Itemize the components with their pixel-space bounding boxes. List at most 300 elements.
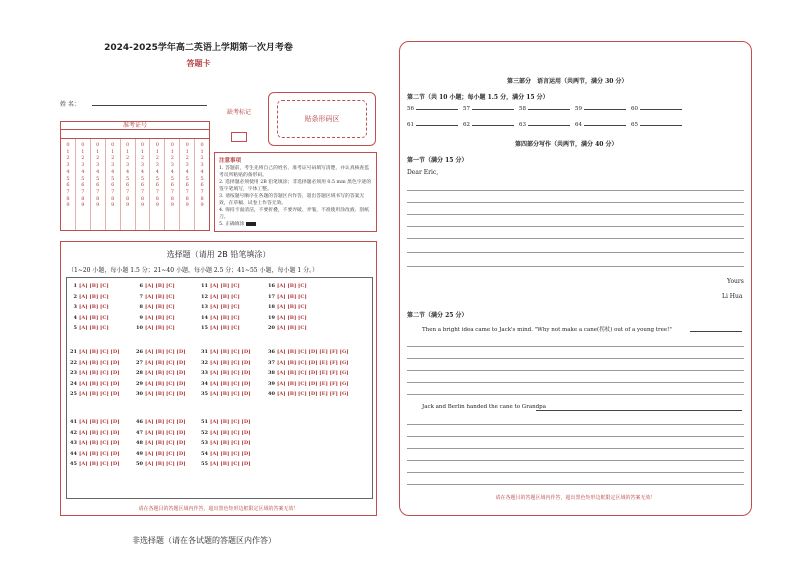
exam-digit-bubble[interactable]: 7 <box>185 188 189 195</box>
blank-line[interactable] <box>528 125 570 126</box>
question-row[interactable] <box>133 430 186 436</box>
part4-title: 第四部分写作（共两节，满分 40 分） <box>515 141 618 148</box>
exam-digit-bubble[interactable]: 8 <box>96 195 100 202</box>
writing-line[interactable] <box>407 472 744 473</box>
question-row[interactable] <box>67 430 120 436</box>
paragraph1-line[interactable] <box>690 331 742 332</box>
blank-field[interactable] <box>631 122 682 128</box>
exam-digit-bubble[interactable]: 2 <box>81 155 85 162</box>
exam-digit-bubble[interactable]: 3 <box>111 162 115 169</box>
question-number: 16 <box>268 283 275 289</box>
question-number: 7 <box>139 293 143 300</box>
question-number: 32 <box>201 359 208 366</box>
exam-digit-bubble[interactable]: 3 <box>155 162 159 169</box>
exam-digit-bubble[interactable]: 0 <box>66 142 70 148</box>
answer-options[interactable]: [A] [B] [C] [D] <box>145 349 186 355</box>
exam-digit-bubble[interactable]: 1 <box>200 148 204 155</box>
question-number: 42 <box>70 429 77 436</box>
question-row[interactable] <box>265 360 349 366</box>
exam-digit-bubble[interactable]: 0 <box>125 142 130 148</box>
exam-digit-bubble[interactable]: 5 <box>81 175 85 182</box>
answer-options[interactable]: [A] [B] [C] [D] <box>210 370 251 376</box>
exam-digit-bubble[interactable]: 2 <box>125 155 130 162</box>
question-row[interactable] <box>67 283 109 289</box>
answer-options[interactable]: [A] [B] [C] <box>145 293 175 300</box>
answer-options[interactable]: [A] [B] [C] [D] <box>79 391 120 397</box>
blank-line[interactable] <box>416 109 458 110</box>
writing-line[interactable] <box>407 202 744 203</box>
answer-options[interactable]: [A] [B] [C] [D] <box>210 419 251 425</box>
exam-digit-bubble[interactable]: 0 <box>111 142 115 148</box>
answer-options[interactable]: [A] [B] [C] <box>210 283 240 289</box>
question-row[interactable] <box>133 304 175 310</box>
answer-options[interactable]: [A] [B] [C] <box>79 304 109 310</box>
exam-digit-bubble[interactable]: 5 <box>111 175 115 182</box>
exam-digit-bubble[interactable]: 9 <box>81 202 85 209</box>
blank-field[interactable] <box>463 106 514 112</box>
writing-line[interactable] <box>407 252 744 253</box>
question-row[interactable] <box>198 283 240 289</box>
blank-field[interactable] <box>519 106 570 112</box>
exam-digit-bubble[interactable]: 1 <box>140 148 145 155</box>
exam-digit-bubble[interactable]: 6 <box>96 182 100 189</box>
exam-digit-bubble[interactable]: 2 <box>155 155 159 162</box>
blank-line[interactable] <box>640 109 682 110</box>
answer-options[interactable]: [A] [B] [C] [D] <box>79 461 120 467</box>
blank-field[interactable] <box>407 122 458 128</box>
exam-digit-bubble[interactable]: 9 <box>96 202 100 209</box>
answer-options[interactable]: [A] [B] [C] [D] <box>145 359 186 366</box>
exam-digit-bubble[interactable]: 1 <box>155 148 159 155</box>
blank-line[interactable] <box>584 109 626 110</box>
answer-options[interactable]: [A] [B] [C] <box>79 283 109 289</box>
answer-options[interactable]: [A] [B] [C] <box>145 325 175 331</box>
exam-digit-bubble[interactable]: 2 <box>170 155 174 162</box>
exam-digit-bubble[interactable]: 0 <box>170 142 174 148</box>
signature: Li Hua <box>722 293 743 300</box>
answer-options[interactable]: [A] [B] [C] <box>145 314 175 321</box>
exam-digit-bubble[interactable]: 3 <box>140 162 145 169</box>
answer-sheet-label: 答题卡 <box>186 58 211 68</box>
exam-digit-bubble[interactable]: 5 <box>66 175 70 182</box>
answer-options[interactable]: [A] [B] [C] <box>145 304 175 310</box>
exam-digit-bubble[interactable]: 7 <box>170 188 174 195</box>
question-number: 29 <box>136 380 143 387</box>
exam-digit-bubble[interactable]: 9 <box>200 202 204 209</box>
question-number: 20 <box>268 325 275 331</box>
writing-line[interactable] <box>407 370 744 371</box>
answer-options[interactable]: [A] [B] [C] [D] <box>79 419 120 425</box>
question-row[interactable] <box>133 391 186 397</box>
question-row[interactable] <box>198 391 251 397</box>
question-number: 12 <box>201 293 208 300</box>
exam-digit-column[interactable] <box>76 139 91 230</box>
blank-number: 59 <box>575 106 582 112</box>
answer-options[interactable]: [A] [B] [C] <box>210 293 240 300</box>
question-row[interactable] <box>198 360 251 366</box>
answer-options[interactable]: [A] [B] [C] <box>277 304 307 310</box>
question-row[interactable] <box>67 349 120 355</box>
question-row[interactable] <box>198 325 240 331</box>
answer-options[interactable]: [A] [B] [C] [D] <box>145 380 186 387</box>
answer-options[interactable]: [A] [B] [C] [D] [E] [F] [G] <box>277 380 349 387</box>
exam-digit-bubble[interactable]: 2 <box>66 155 70 162</box>
exam-digit-bubble[interactable]: 7 <box>155 188 159 195</box>
exam-digit-bubble[interactable]: 7 <box>66 188 70 195</box>
exam-digit-bubble[interactable]: 9 <box>155 202 159 209</box>
exam-digit-bubble[interactable]: 1 <box>111 148 115 155</box>
answer-options[interactable]: [A] [B] [C] <box>79 293 109 300</box>
question-number: 44 <box>70 450 77 457</box>
writing-line[interactable] <box>407 346 744 347</box>
nonchoice-panel <box>399 41 752 516</box>
exam-digit-bubble[interactable]: 6 <box>170 182 174 189</box>
exam-digit-bubble[interactable]: 2 <box>140 155 145 162</box>
writing-line[interactable] <box>407 382 744 383</box>
question-row[interactable] <box>265 381 349 387</box>
question-row[interactable] <box>67 370 120 376</box>
writing-line[interactable] <box>407 484 744 485</box>
exam-digit-bubble[interactable]: 5 <box>140 175 145 182</box>
exam-digit-bubble[interactable]: 6 <box>140 182 145 189</box>
exam-digit-bubble[interactable]: 1 <box>96 148 100 155</box>
question-row[interactable] <box>133 315 175 321</box>
exam-digit-bubble[interactable]: 2 <box>200 155 204 162</box>
answer-options[interactable]: [A] [B] [C] <box>277 293 307 300</box>
exam-digit-column[interactable] <box>106 139 121 230</box>
question-row[interactable] <box>67 391 120 397</box>
exam-number-columns[interactable] <box>61 139 209 230</box>
blank-line[interactable] <box>640 125 682 126</box>
question-row[interactable] <box>67 461 120 467</box>
question-row[interactable] <box>198 304 240 310</box>
question-number: 13 <box>201 304 208 310</box>
exam-digit-bubble[interactable]: 2 <box>111 155 115 162</box>
question-row[interactable] <box>265 370 349 376</box>
writing-line[interactable] <box>407 394 744 395</box>
filled-sample-icon <box>246 222 256 226</box>
exam-digit-bubble[interactable]: 3 <box>66 162 70 169</box>
question-row[interactable] <box>133 419 186 425</box>
question-row[interactable] <box>198 419 251 425</box>
blank-field[interactable] <box>519 122 570 128</box>
question-row[interactable] <box>67 451 120 457</box>
exam-digit-column[interactable] <box>121 139 136 230</box>
writing-line[interactable] <box>407 424 744 425</box>
exam-digit-bubble[interactable]: 4 <box>125 168 130 175</box>
answer-options[interactable]: [A] [B] [C] [D] <box>145 450 186 457</box>
exam-digit-bubble[interactable]: 8 <box>185 195 189 202</box>
exam-digit-bubble[interactable]: 3 <box>185 162 189 169</box>
exam-digit-bubble[interactable]: 8 <box>170 195 174 202</box>
answer-options[interactable]: [A] [B] [C] [D] <box>79 450 120 457</box>
question-number: 54 <box>201 450 208 457</box>
question-row[interactable] <box>67 360 120 366</box>
exam-digit-bubble[interactable]: 8 <box>111 195 115 202</box>
blank-field[interactable] <box>575 106 626 112</box>
exam-digit-bubble[interactable]: 8 <box>200 195 204 202</box>
exam-digit-bubble[interactable]: 7 <box>140 188 145 195</box>
answer-options[interactable]: [A] [B] [C] [D] <box>210 440 251 446</box>
exam-digit-bubble[interactable]: 9 <box>66 202 70 209</box>
question-row[interactable] <box>133 440 186 446</box>
exam-number-input-row[interactable] <box>61 130 209 139</box>
exam-digit-bubble[interactable]: 5 <box>125 175 130 182</box>
question-row[interactable] <box>133 451 186 457</box>
answer-options[interactable]: [A] [B] [C] <box>210 325 240 331</box>
exam-digit-bubble[interactable]: 6 <box>200 182 204 189</box>
exam-digit-bubble[interactable]: 7 <box>125 188 130 195</box>
writing-line[interactable] <box>407 448 744 449</box>
exam-digit-bubble[interactable]: 4 <box>96 168 100 175</box>
exam-digit-bubble[interactable]: 4 <box>81 168 85 175</box>
exam-digit-bubble[interactable]: 7 <box>81 188 85 195</box>
question-row[interactable] <box>133 360 186 366</box>
name-field[interactable] <box>92 105 207 106</box>
exam-digit-bubble[interactable]: 1 <box>170 148 174 155</box>
page-title: 2024-2025学年高二英语上学期第一次月考卷 <box>104 43 293 53</box>
question-number: 55 <box>201 461 208 467</box>
question-row[interactable] <box>198 461 251 467</box>
answer-options[interactable]: [A] [B] [C] [D] <box>145 419 186 425</box>
answer-options[interactable]: [A] [B] [C] [D] <box>79 349 120 355</box>
blank-line[interactable] <box>472 125 514 126</box>
answer-options[interactable]: [A] [B] [C] [D] <box>145 391 186 397</box>
answer-options[interactable]: [A] [B] [C] [D] <box>210 391 251 397</box>
writing-line[interactable] <box>407 358 744 359</box>
question-row[interactable] <box>67 315 109 321</box>
question-number: 18 <box>268 304 275 310</box>
writing-line[interactable] <box>407 460 744 461</box>
question-row[interactable] <box>133 325 175 331</box>
writing-line[interactable] <box>407 190 744 191</box>
answer-options[interactable]: [A] [B] [C] [D] <box>210 429 251 436</box>
question-row[interactable] <box>67 294 109 300</box>
answer-options[interactable]: [A] [B] [C] <box>145 283 175 289</box>
question-row[interactable] <box>265 391 349 397</box>
exam-digit-bubble[interactable]: 1 <box>185 148 189 155</box>
note-item: 2. 选择题必须使用 2B 铅笔填涂；非选择题必须用 0.5 mm 黑色字迹的签字笔填写，字体工整。 <box>219 180 372 192</box>
exam-digit-bubble[interactable]: 0 <box>155 142 159 148</box>
exam-digit-bubble[interactable]: 9 <box>111 202 115 209</box>
blank-field[interactable] <box>463 122 514 128</box>
blank-field[interactable] <box>407 106 458 112</box>
question-row[interactable] <box>265 283 307 289</box>
question-row[interactable] <box>265 349 349 355</box>
exam-digit-bubble[interactable]: 8 <box>81 195 85 202</box>
question-row[interactable] <box>198 315 240 321</box>
question-number: 9 <box>139 314 143 321</box>
question-row[interactable] <box>198 349 251 355</box>
answer-options[interactable]: [A] [B] [C] <box>277 325 307 331</box>
absent-mark-box[interactable] <box>231 132 247 142</box>
exam-digit-bubble[interactable]: 3 <box>125 162 130 169</box>
blank-field[interactable] <box>631 106 682 112</box>
question-row[interactable] <box>67 304 109 310</box>
answer-options[interactable]: [A] [B] [C] [D] [E] [F] [G] <box>277 359 349 366</box>
exam-digit-bubble[interactable]: 1 <box>125 148 130 155</box>
question-row[interactable] <box>133 349 186 355</box>
exam-digit-bubble[interactable]: 5 <box>200 175 204 182</box>
question-number: 27 <box>136 359 143 366</box>
question-row[interactable] <box>67 325 109 331</box>
exam-digit-bubble[interactable]: 1 <box>81 148 85 155</box>
answer-options[interactable]: [A] [B] [C] [D] <box>210 450 251 457</box>
answer-options[interactable]: [A] [B] [C] [D] <box>210 349 251 355</box>
exam-digit-bubble[interactable]: 4 <box>200 168 204 175</box>
answer-options[interactable]: [A] [B] [C] [D] <box>210 380 251 387</box>
exam-digit-bubble[interactable]: 6 <box>81 182 85 189</box>
answer-options[interactable]: [A] [B] [C] [D] <box>145 440 186 446</box>
exam-digit-bubble[interactable]: 7 <box>200 188 204 195</box>
exam-digit-column[interactable] <box>150 139 165 230</box>
question-number: 36 <box>268 349 275 355</box>
question-row[interactable] <box>265 315 307 321</box>
question-number: 19 <box>268 314 275 321</box>
answer-options[interactable]: [A] [B] [C] [D] [E] [F] [G] <box>277 391 349 397</box>
blank-line[interactable] <box>472 109 514 110</box>
answer-options[interactable]: [A] [B] [C] [D] <box>145 429 186 436</box>
question-row[interactable] <box>198 381 251 387</box>
writing-line[interactable] <box>407 238 744 239</box>
answer-options[interactable]: [A] [B] [C] [D] [E] [F] [G] <box>277 349 349 355</box>
blank-field[interactable] <box>575 122 626 128</box>
answer-options[interactable]: [A] [B] [C] <box>277 314 307 321</box>
exam-digit-bubble[interactable]: 2 <box>96 155 100 162</box>
blank-line[interactable] <box>528 109 570 110</box>
exam-digit-bubble[interactable]: 6 <box>185 182 189 189</box>
writing-line[interactable] <box>407 214 744 215</box>
answer-options[interactable]: [A] [B] [C] <box>277 283 307 289</box>
exam-digit-bubble[interactable]: 3 <box>81 162 85 169</box>
question-row[interactable] <box>133 381 186 387</box>
exam-digit-column[interactable] <box>180 139 195 230</box>
exam-digit-bubble[interactable]: 6 <box>125 182 130 189</box>
exam-digit-bubble[interactable]: 0 <box>96 142 100 148</box>
question-number: 2 <box>73 293 77 300</box>
blank-line[interactable] <box>416 125 458 126</box>
exam-digit-bubble[interactable]: 6 <box>66 182 70 189</box>
exam-digit-column[interactable] <box>61 139 76 230</box>
exam-digit-bubble[interactable]: 6 <box>155 182 159 189</box>
exam-digit-column[interactable] <box>91 139 106 230</box>
question-row[interactable] <box>198 370 251 376</box>
exam-digit-bubble[interactable]: 9 <box>185 202 189 209</box>
exam-digit-bubble[interactable]: 5 <box>185 175 189 182</box>
answer-options[interactable]: [A] [B] [C] <box>79 314 109 321</box>
exam-digit-bubble[interactable]: 4 <box>185 168 189 175</box>
exam-digit-bubble[interactable]: 4 <box>155 168 159 175</box>
nonchoice-title: 非选择题（请在各试题的答题区内作答） <box>132 536 276 545</box>
exam-digit-bubble[interactable]: 4 <box>140 168 145 175</box>
blank-line[interactable] <box>584 125 626 126</box>
question-row[interactable] <box>67 440 120 446</box>
question-row[interactable] <box>198 430 251 436</box>
exam-digit-bubble[interactable]: 1 <box>66 148 70 155</box>
answer-options[interactable]: [A] [B] [C] [D] [E] [F] [G] <box>277 370 349 376</box>
writing-line[interactable] <box>407 436 744 437</box>
choice-title: 选择题（请用 2B 铅笔填涂） <box>166 250 271 259</box>
exam-digit-bubble[interactable]: 0 <box>200 142 204 148</box>
exam-digit-bubble[interactable]: 9 <box>170 202 174 209</box>
exam-digit-bubble[interactable]: 7 <box>96 188 100 195</box>
exam-digit-bubble[interactable]: 5 <box>155 175 159 182</box>
question-row[interactable] <box>265 304 307 310</box>
note-item: 1. 答题前，考生先将自己的姓名、准考证号码填写清楚，并认真核查监考员所粘贴的条形码。 <box>219 166 370 178</box>
paragraph2-line[interactable] <box>536 410 742 411</box>
exam-digit-bubble[interactable]: 8 <box>140 195 145 202</box>
question-row[interactable] <box>67 381 120 387</box>
question-row[interactable] <box>198 440 251 446</box>
exam-digit-column[interactable] <box>136 139 151 230</box>
exam-digit-bubble[interactable]: 0 <box>81 142 85 148</box>
question-row[interactable] <box>198 294 240 300</box>
exam-digit-column[interactable] <box>195 139 209 230</box>
question-row[interactable] <box>198 451 251 457</box>
answer-options[interactable]: [A] [B] [C] [D] <box>210 461 251 467</box>
question-number: 53 <box>201 440 208 446</box>
question-row[interactable] <box>133 294 175 300</box>
question-row[interactable] <box>133 283 175 289</box>
answer-options[interactable]: [A] [B] [C] [D] <box>79 440 120 446</box>
exam-digit-bubble[interactable]: 0 <box>185 142 189 148</box>
question-row[interactable] <box>133 461 186 467</box>
answer-options[interactable]: [A] [B] [C] <box>210 304 240 310</box>
exam-digit-bubble[interactable]: 4 <box>66 168 70 175</box>
answer-options[interactable]: [A] [B] [C] [D] <box>145 370 186 376</box>
exam-digit-column[interactable] <box>165 139 180 230</box>
question-number: 37 <box>268 359 275 366</box>
question-number: 17 <box>268 293 275 300</box>
question-number: 10 <box>136 325 143 331</box>
answer-options[interactable]: [A] [B] [C] [D] <box>79 370 120 376</box>
exam-digit-bubble[interactable]: 2 <box>185 155 189 162</box>
answer-options[interactable]: [A] [B] [C] <box>79 325 109 331</box>
writing-line[interactable] <box>407 226 744 227</box>
blank-number: 56 <box>407 106 414 112</box>
question-row[interactable] <box>133 370 186 376</box>
exam-digit-bubble[interactable]: 5 <box>96 175 100 182</box>
question-row[interactable] <box>67 419 120 425</box>
exam-digit-bubble[interactable]: 3 <box>200 162 204 169</box>
question-number: 11 <box>201 283 208 289</box>
exam-digit-bubble[interactable]: 0 <box>140 142 145 148</box>
answer-options[interactable]: [A] [B] [C] <box>210 314 240 321</box>
question-row[interactable] <box>265 294 307 300</box>
answer-options[interactable]: [A] [B] [C] [D] <box>79 429 120 436</box>
answer-options[interactable]: [A] [B] [C] [D] <box>79 380 120 387</box>
part3-title: 第三部分 语言运用（共两节，满分 30 分） <box>507 78 628 85</box>
question-row[interactable] <box>265 325 307 331</box>
exam-digit-bubble[interactable]: 4 <box>111 168 115 175</box>
exam-digit-bubble[interactable]: 8 <box>66 195 70 202</box>
exam-digit-bubble[interactable]: 8 <box>155 195 159 202</box>
writing-line[interactable] <box>407 266 744 267</box>
exam-digit-bubble[interactable]: 9 <box>140 202 145 209</box>
exam-digit-bubble[interactable]: 8 <box>125 195 130 202</box>
exam-digit-bubble[interactable]: 6 <box>111 182 115 189</box>
exam-digit-bubble[interactable]: 7 <box>111 188 115 195</box>
exam-digit-bubble[interactable]: 3 <box>170 162 174 169</box>
answer-options[interactable]: [A] [B] [C] [D] <box>210 359 251 366</box>
exam-digit-bubble[interactable]: 4 <box>170 168 174 175</box>
answer-options[interactable]: [A] [B] [C] [D] <box>79 359 120 366</box>
answer-options[interactable]: [A] [B] [C] [D] <box>145 461 186 467</box>
exam-digit-bubble[interactable]: 9 <box>125 202 130 209</box>
exam-digit-bubble[interactable]: 5 <box>170 175 174 182</box>
question-number: 45 <box>70 461 77 467</box>
exam-digit-bubble[interactable]: 3 <box>96 162 100 169</box>
